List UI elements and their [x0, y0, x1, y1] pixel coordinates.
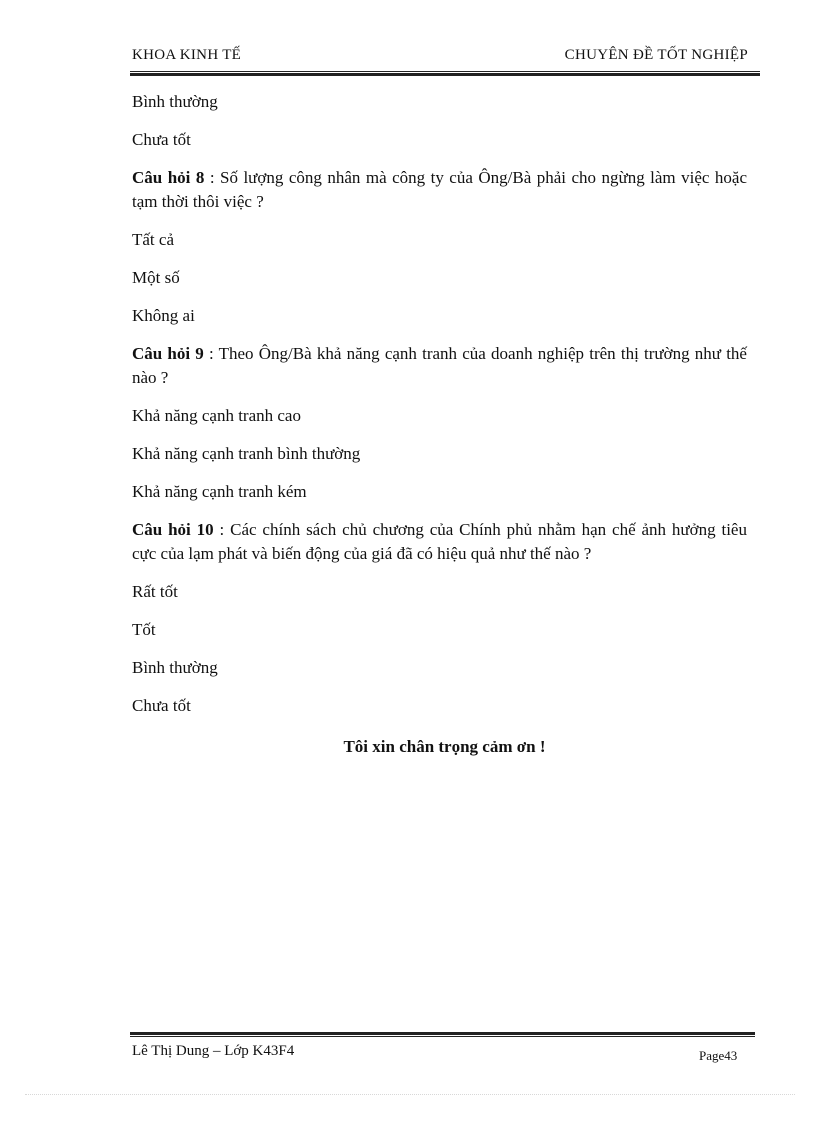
header-rule — [130, 71, 760, 76]
footer-rule — [130, 1032, 755, 1037]
question-label: Câu hỏi 8 — [132, 168, 205, 187]
page-content — [132, 90, 747, 732]
question-text: : Theo Ông/Bà khả năng cạnh tranh của doanh nghiệp trên thị trường như thế nào ? — [132, 344, 747, 387]
option-item: Chưa tốt — [132, 130, 191, 149]
option-item: Rất tốt — [132, 582, 178, 601]
page-header — [132, 47, 760, 67]
question-text: : Các chính sách chủ chương của Chính phủ nhằm hạn chế ảnh hưởng tiêu cực của lạm phát và biến động của giá đã có hiệu quả như thế nào ? — [132, 520, 747, 563]
option-item: Tốt — [132, 620, 156, 639]
option-item: Một số — [132, 268, 180, 287]
closing-thanks: Tôi xin chân trọng cảm ơn ! — [343, 737, 546, 756]
header-title: CHUYÊN ĐỀ TỐT NGHIỆP — [564, 47, 748, 63]
option-item: Khả năng cạnh tranh cao — [132, 406, 301, 425]
header-faculty: KHOA KINH TẾ — [132, 47, 242, 63]
question-label: Câu hỏi 10 — [132, 520, 214, 539]
page-boundary — [25, 1094, 795, 1095]
option-item: Không ai — [132, 306, 195, 325]
question-text: : Số lượng công nhân mà công ty của Ông/Bà phải cho ngừng làm việc hoặc tạm thời thôi việc ? — [132, 168, 747, 211]
question-9 — [132, 342, 747, 390]
question-8 — [132, 166, 747, 214]
option-item: Tất cả — [132, 230, 174, 249]
page-number: Page43 — [699, 1048, 738, 1063]
question-label: Câu hỏi 9 — [132, 344, 204, 363]
option-item: Chưa tốt — [132, 696, 191, 715]
option-item: Khả năng cạnh tranh kém — [132, 482, 307, 501]
option-item: Bình thường — [132, 658, 218, 677]
footer-author: Lê Thị Dung – Lớp K43F4 — [132, 1043, 295, 1059]
question-10 — [132, 518, 747, 566]
option-item: Bình thường — [132, 92, 218, 111]
option-item: Khả năng cạnh tranh bình thường — [132, 444, 361, 463]
